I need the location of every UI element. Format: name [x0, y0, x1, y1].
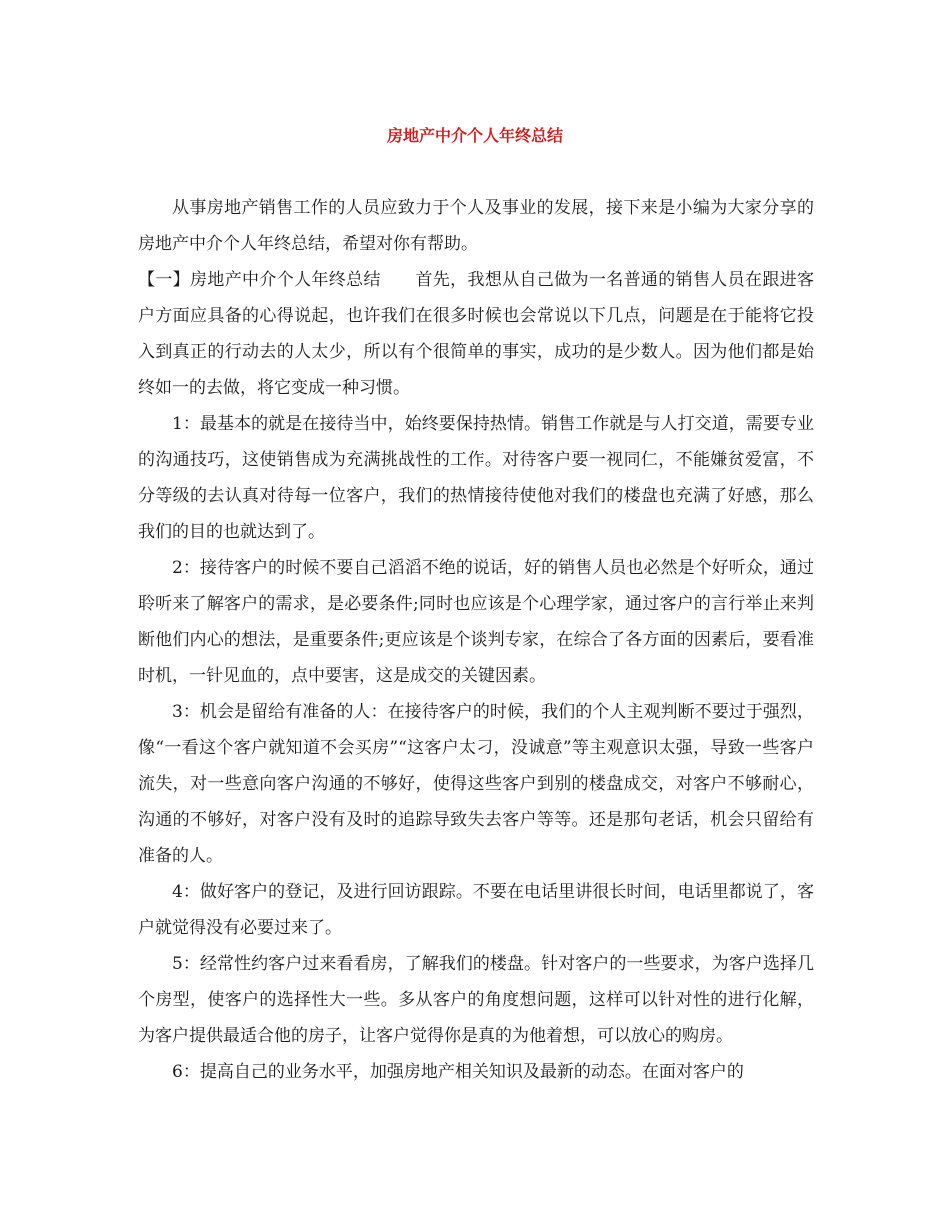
paragraph-point-2: 2：接待客户的时候不要自己滔滔不绝的说话，好的销售人员也必然是个好听众，通过聆听来了解客户的需求，是必要条件;同时也应该是个心理学家，通过客户的言行举止来判断他们内心的想法，是重要条件;更应该是个谈判专家，在综合了各方面的因素后，要看准时机，一针见血的，点中要害，这是成交的关键因素。	[138, 558, 814, 686]
paragraph-point-5: 5：经常性约客户过来看看房，了解我们的楼盘。针对客户的一些要求，为客户选择几个房型，使客户的选择性大一些。多从客户的角度想问题，这样可以针对性的进行化解，为客户提供最适合他的房子，让客户觉得你是真的为他着想，可以放心的购房。	[138, 954, 814, 1046]
paragraph-point-6: 6：提高自己的业务水平，加强房地产相关知识及最新的动态。在面对客户的	[172, 1062, 744, 1082]
paragraph-intro: 从事房地产销售工作的人员应致力于个人及事业的发展，接下来是小编为大家分享的房地产中介个人年终总结，希望对你有帮助。	[138, 198, 814, 254]
paragraph-point-1: 1：最基本的就是在接待当中，始终要保持热情。销售工作就是与人打交道，需要专业的沟通技巧，这使销售成为充满挑战性的工作。对待客户要一视同仁，不能嫌贫爱富，不分等级的去认真对待每一位客户，我们的热情接待使他对我们的楼盘也充满了好感，那么我们的目的也就达到了。	[138, 414, 814, 542]
document-body	[138, 190, 814, 1090]
paragraph-point-3: 3：机会是留给有准备的人：在接待客户的时候，我们的个人主观判断不要过于强烈，像“一看这个客户就知道不会买房”“这客户太刁，没诚意”等主观意识太强，导致一些客户流失，对一些意向客户沟通的不够好，使得这些客户到别的楼盘成交，对客户不够耐心，沟通的不够好，对客户没有及时的追踪导致失去客户等等。还是那句老话，机会只留给有准备的人。	[138, 702, 814, 866]
document-title: 房地产中介个人年终总结	[386, 126, 563, 145]
paragraph-section-one: 【一】房地产中介个人年终总结 首先，我想从自己做为一名普通的销售人员在跟进客户方面应具备的心得说起，也许我们在很多时候也会常说以下几点，问题是在于能将它投入到真正的行动去的人太少，所以有个很简单的事实，成功的是少数人。因为他们都是始终如一的去做，将它变成一种习惯。	[138, 270, 814, 398]
paragraph-point-4: 4：做好客户的登记，及进行回访跟踪。不要在电话里讲很长时间，电话里都说了，客户就觉得没有必要过来了。	[138, 882, 814, 938]
